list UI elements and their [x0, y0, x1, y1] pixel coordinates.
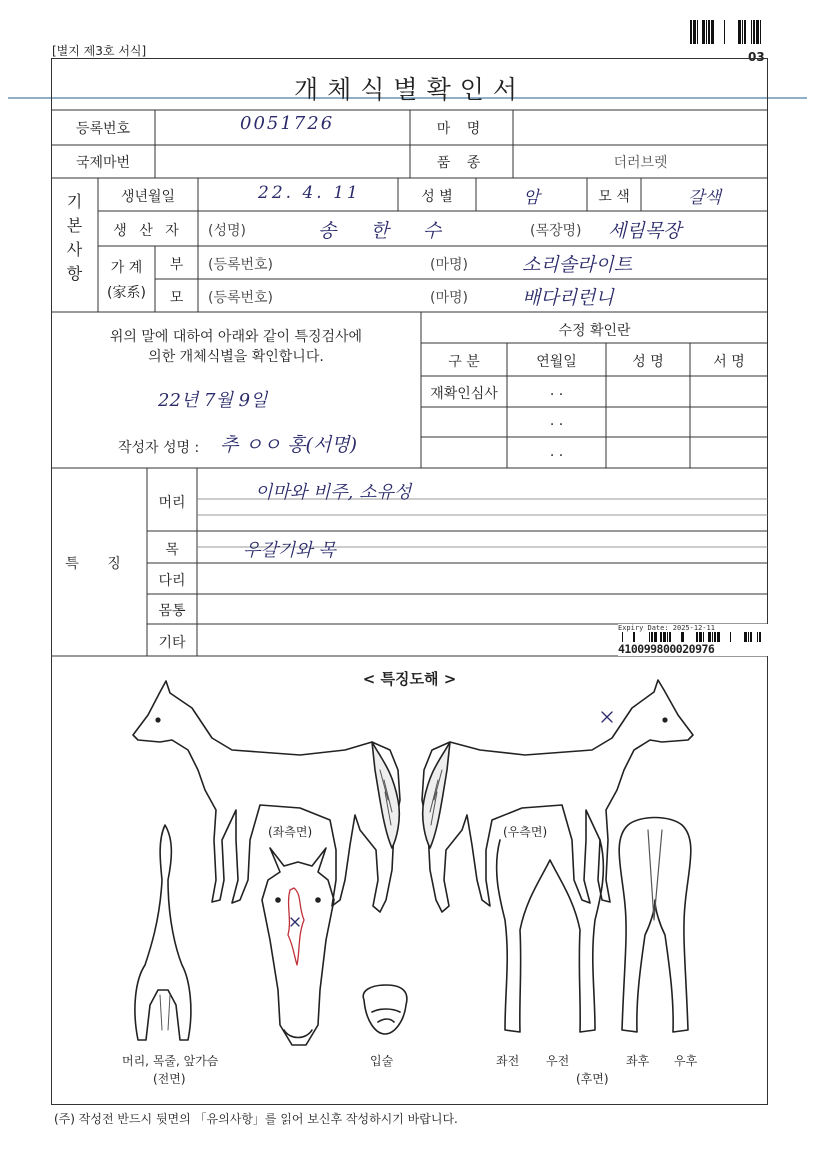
birth-label: 생년월일: [120, 189, 176, 205]
basic-char-4: 항: [66, 264, 83, 283]
front-view-horse: [135, 825, 191, 1040]
right-hind-label: 우후: [674, 1054, 698, 1068]
expiry-text: Expiry Date: 2025-12-11: [618, 624, 715, 632]
birth-value: 22. 4. 11: [258, 183, 361, 203]
diagram-title: < 특징도해 >: [362, 670, 457, 688]
revision-row-1-category: 재확인심사: [430, 386, 498, 402]
back-label: (후면): [576, 1072, 609, 1086]
revision-title: 수정 확인란: [558, 323, 631, 339]
front-legs-view: [497, 840, 604, 1032]
revision-header-sign: 서 명: [713, 354, 745, 370]
lips-view: [363, 985, 407, 1034]
ranch-label: (목장명): [530, 223, 582, 239]
lineage-hanja: (家系): [107, 285, 146, 301]
dam-name-label: (마명): [430, 290, 468, 306]
coat-value: 갈색: [688, 188, 721, 208]
feature-neck-value: 우갈기와 목: [243, 540, 336, 561]
breed-value: 더러브렛: [613, 155, 668, 171]
statement-line-1: 위의 말에 대하여 아래와 같이 특징검사에: [109, 329, 363, 345]
page-number: 03: [748, 50, 765, 64]
left-side-horse: [133, 681, 400, 912]
revision-header-date: 연월일: [536, 354, 577, 370]
feature-body-label: 몸통: [158, 603, 186, 619]
statement-line-2: 의한 개체식별을 확인합니다.: [148, 349, 324, 365]
dam-reg-label: (등록번호): [208, 290, 274, 306]
feature-head-value: 이마와 비주, 소유성: [255, 482, 412, 503]
revision-header-category: 구 분: [448, 354, 480, 370]
feature-legs-label: 다리: [158, 573, 186, 589]
revision-row-2-date: . .: [549, 413, 564, 429]
sire-name-label: (마명): [430, 257, 468, 273]
revision-row-1-date: . .: [549, 383, 564, 399]
page-title: 개체식별확인서: [293, 75, 527, 104]
left-side-label: (좌측면): [268, 825, 313, 839]
footer-note: (주) 작성전 반드시 뒷면의 「유의사항」를 읽어 보신후 작성하시기 바랍니다.: [54, 1112, 458, 1126]
coat-label: 모 색: [598, 189, 630, 205]
writer-label: 작성자 성명 :: [118, 440, 200, 456]
revision-row-3-date: . .: [549, 444, 564, 460]
reg-no-value: 0051726: [240, 113, 335, 134]
dam-name-value: 배다리런니: [522, 287, 614, 309]
front-neck-label: 머리, 목줄, 앞가슴: [122, 1054, 219, 1068]
right-side-label: (우측면): [503, 825, 548, 839]
producer-name-value: 송 한 수: [318, 220, 456, 242]
head-front-view: [262, 848, 334, 1045]
basic-char-3: 사: [66, 240, 83, 259]
basic-char-1: 기: [66, 192, 83, 211]
revision-header-name: 성 명: [632, 354, 664, 370]
writer-value: 추 ㅇㅇ 홍(서명): [220, 434, 358, 456]
feature-other-label: 기타: [158, 635, 186, 651]
intl-name-label: 국제마번: [75, 155, 131, 171]
right-side-horse: [422, 680, 693, 912]
horse-name-label: 마 명: [436, 121, 487, 137]
barcode-number: 410099800020976: [618, 642, 715, 656]
lips-label: 입술: [370, 1054, 394, 1068]
right-front-label: 우전: [546, 1054, 570, 1068]
date-value: 22년 7월 9일: [158, 390, 268, 411]
lineage-label: 가 계: [110, 260, 143, 276]
sex-value: 암: [523, 188, 540, 208]
sire-label: 부: [169, 257, 184, 273]
breed-label: 품 종: [436, 155, 487, 171]
dam-label: 모: [169, 290, 184, 306]
feature-neck-label: 목: [165, 542, 179, 558]
sex-label: 성 별: [421, 189, 453, 205]
producer-label: 생 산 자: [113, 223, 183, 239]
ranch-value: 세림목장: [608, 220, 682, 242]
left-hind-label: 좌후: [626, 1054, 650, 1068]
features-section-label: 특 징: [65, 556, 133, 572]
feature-head-label: 머리: [158, 495, 186, 511]
producer-name-label: (성명): [208, 223, 246, 239]
sire-reg-label: (등록번호): [208, 257, 274, 273]
sire-name-value: 소리솔라이트: [522, 254, 633, 276]
basic-char-2: 본: [66, 216, 83, 235]
form-label: [별지 제3호 서식]: [52, 44, 147, 58]
left-front-label: 좌전: [496, 1054, 520, 1068]
rear-view-horse: [619, 818, 691, 1033]
reg-no-label: 등록번호: [75, 121, 131, 137]
front-label: (전면): [153, 1072, 186, 1086]
